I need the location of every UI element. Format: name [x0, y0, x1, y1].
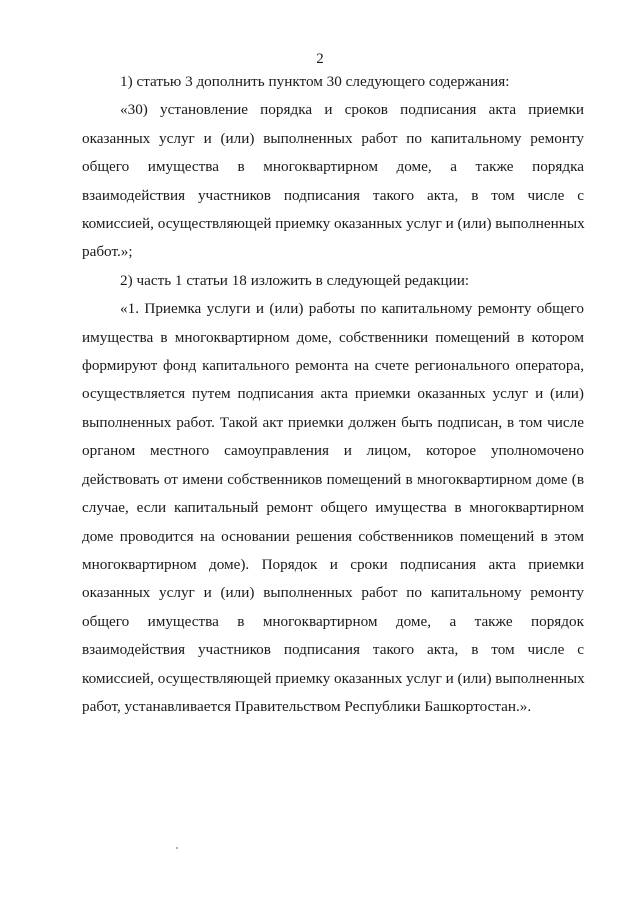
- paragraph-quote-part-1: [82, 295, 584, 721]
- paragraph-line: оказанных услуг и (или) выполненных работ по капитальному ремонту: [82, 584, 584, 602]
- paragraph-line: комиссией, осуществляющей приемку оказанных услуг и (или) выполненных: [82, 215, 585, 233]
- paragraph-line: формируют фонд капитального ремонта на счете регионального оператора,: [82, 357, 584, 375]
- paragraph-line: работ, устанавливается Правительством Республики Башкортостан.».: [82, 697, 532, 715]
- paragraph-line: работ.»;: [82, 243, 133, 261]
- paragraph-quote-point-30: [82, 96, 584, 266]
- document-body: [82, 68, 584, 721]
- paragraph-line: взаимодействия участников подписания такого акта, в том числе с: [82, 186, 584, 204]
- paragraph-line: «1. Приемка услуги и (или) работы по капитальному ремонту общего: [120, 300, 584, 318]
- paragraph-line: доме проводится на основании решения собственников помещений в этом: [82, 527, 584, 545]
- paragraph-line: органом местного самоуправления и лицом, которое уполномочено: [82, 442, 584, 460]
- paragraph-line: 1) статью 3 дополнить пунктом 30 следующего содержания:: [120, 73, 510, 90]
- paragraph-line: общего имущества в многоквартирном доме, а также порядок: [82, 612, 584, 630]
- paragraph-line: действовать от имени собственников помещений в многоквартирном доме (в: [82, 470, 584, 488]
- scan-artifact-dot: [176, 847, 178, 849]
- paragraph-line: осуществляется путем подписания акта приемки оказанных услуг и (или): [82, 385, 584, 403]
- paragraph-line: 2) часть 1 статьи 18 изложить в следующей редакции:: [120, 271, 470, 289]
- paragraph-line: общего имущества в многоквартирном доме, а также порядка: [82, 158, 584, 176]
- paragraph-line: выполненных работ. Такой акт приемки должен быть подписан, в том числе: [82, 413, 584, 431]
- paragraph-amend-article-3: [82, 68, 584, 96]
- paragraph-line: имущества в многоквартирном доме, собственники помещений в котором: [82, 328, 584, 346]
- paragraph-amend-article-18: [82, 267, 584, 295]
- paragraph-line: комиссией, осуществляющей приемку оказанных услуг и (или) выполненных: [82, 669, 585, 687]
- page-number: 2: [316, 51, 324, 67]
- paragraph-line: взаимодействия участников подписания такого акта, в том числе с: [82, 641, 584, 659]
- paragraph-line: многоквартирном доме). Порядок и сроки подписания акта приемки: [82, 555, 584, 573]
- paragraph-line: случае, если капитальный ремонт общего имущества в многоквартирном: [82, 499, 584, 517]
- paragraph-line: «30) установление порядка и сроков подписания акта приемки: [120, 101, 584, 119]
- paragraph-line: оказанных услуг и (или) выполненных работ по капитальному ремонту: [82, 129, 584, 147]
